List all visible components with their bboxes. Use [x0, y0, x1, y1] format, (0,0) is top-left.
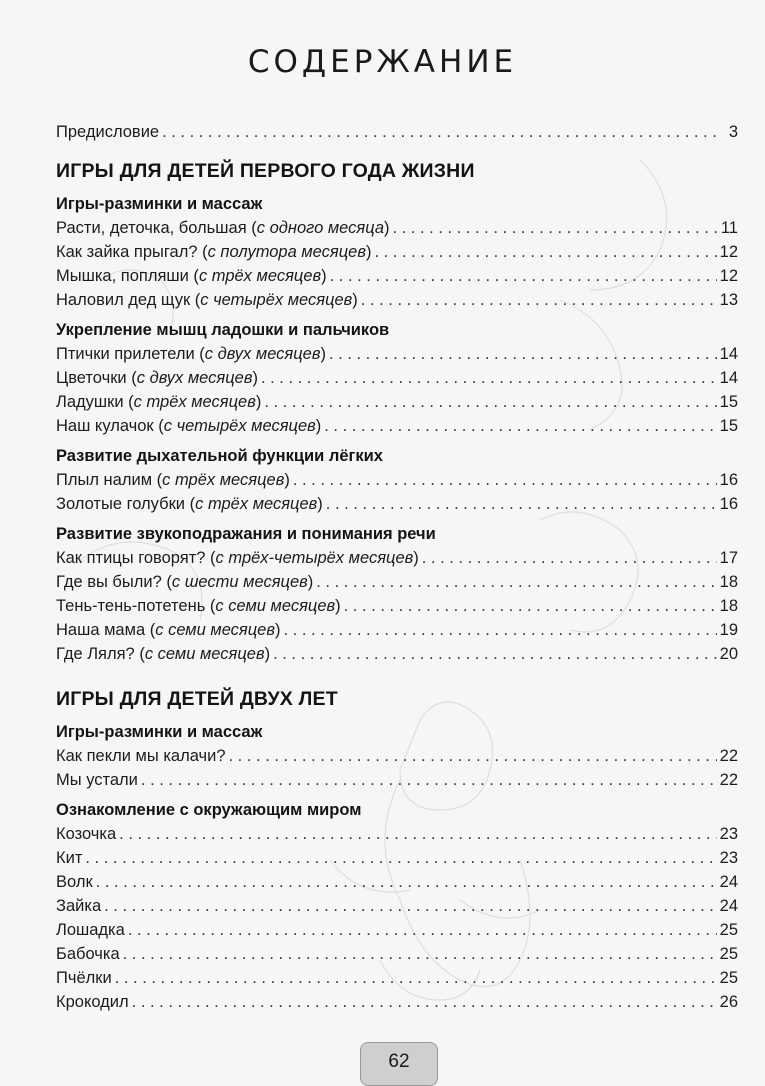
- toc-entry-title: Как пекли мы калачи?: [56, 747, 226, 765]
- toc-entry-title: Ладушки: [56, 393, 124, 411]
- subsection-heading: Игры-разминки и массаж: [56, 723, 263, 741]
- dot-leader: [132, 990, 717, 1014]
- toc-entry-page: 17: [719, 549, 738, 567]
- toc-entry-age: с семи месяцев: [144, 645, 265, 663]
- section-heading: ИГРЫ ДЛЯ ДЕТЕЙ ПЕРВОГО ГОДА ЖИЗНИ: [56, 160, 475, 182]
- toc-entry-page: 14: [719, 369, 738, 387]
- toc-entry[interactable]: Как птицы говорят? (с трёх-четырёх месяцев) . . . 17: [56, 546, 738, 570]
- toc-entry-title: Плыл налим: [56, 471, 153, 489]
- dot-leader: [344, 594, 717, 618]
- toc-entry-title: Кит: [56, 849, 83, 867]
- toc-entry-title: Как зайка прыгал?: [56, 243, 198, 261]
- toc-entry-page: 18: [719, 573, 738, 591]
- dot-leader: [393, 216, 718, 240]
- toc-entry-title: Как птицы говорят?: [56, 549, 206, 567]
- toc-entry-age: с двух месяцев: [136, 369, 253, 387]
- toc-entry-title: Расти, деточка, большая: [56, 219, 247, 237]
- dot-leader: [115, 966, 717, 990]
- subsection-heading: Укрепление мышц ладошки и пальчиков: [56, 321, 390, 339]
- toc-entry[interactable]: Золотые голубки (с трёх месяцев) . . . 16: [56, 492, 738, 516]
- toc-entry-preface[interactable]: [56, 120, 738, 144]
- toc-entry-title: Наловил дед щук: [56, 291, 191, 309]
- toc-entry-title: Зайка: [56, 897, 102, 915]
- toc-entry-page: 24: [719, 897, 738, 915]
- toc-entry-title: Птички прилетели: [56, 345, 195, 363]
- dot-leader: [361, 288, 717, 312]
- toc-entry[interactable]: Ладушки (с трёх месяцев) . . . 15: [56, 390, 738, 414]
- toc-entry[interactable]: Расти, деточка, большая (с одного месяца) . . . 11: [56, 216, 738, 240]
- toc-entry-page: 13: [719, 291, 738, 309]
- page-number: 62: [360, 1042, 438, 1086]
- toc-entry-page: 14: [719, 345, 738, 363]
- toc-entry-page: 11: [720, 219, 738, 237]
- toc-entry-title: Пчёлки: [56, 969, 112, 987]
- toc-entry[interactable]: [56, 744, 738, 768]
- toc-entry[interactable]: [56, 990, 738, 1014]
- toc-entry[interactable]: Плыл налим (с трёх месяцев) . . . 16: [56, 468, 738, 492]
- toc-entry[interactable]: Где вы были? (с шести месяцев) . . . 18: [56, 570, 738, 594]
- toc-entry-age: с семи месяцев: [155, 621, 275, 639]
- toc-entry-age: с двух месяцев: [204, 345, 321, 363]
- dot-leader: [104, 894, 717, 918]
- toc-entry[interactable]: Наловил дед щук (с четырёх месяцев) . . . 13: [56, 288, 738, 312]
- toc-entry[interactable]: [56, 894, 738, 918]
- dot-leader: [119, 822, 716, 846]
- toc-entry-title: Мышка, попляши: [56, 267, 189, 285]
- toc-entry[interactable]: [56, 822, 738, 846]
- toc-entry-page: 23: [719, 825, 738, 843]
- toc-entry-page: 18: [719, 597, 738, 615]
- dot-leader: [85, 846, 716, 870]
- dot-leader: [123, 942, 717, 966]
- toc-entry-age: с одного месяца: [256, 219, 384, 237]
- subsection-heading: Развитие звукоподражания и понимания речи: [56, 525, 436, 543]
- toc-entry-title: Мы устали: [56, 771, 138, 789]
- toc-entry-title: Бабочка: [56, 945, 120, 963]
- dot-leader: [422, 546, 717, 570]
- toc-entry[interactable]: Мышка, попляши (с трёх месяцев) . . . 12: [56, 264, 738, 288]
- toc-entry-page: 25: [719, 921, 738, 939]
- toc-entry-page: 25: [719, 945, 738, 963]
- dot-leader: [329, 342, 717, 366]
- subsection-heading: Игры-разминки и массаж: [56, 195, 263, 213]
- toc-entry[interactable]: [56, 942, 738, 966]
- toc-entry[interactable]: [56, 966, 738, 990]
- toc-entry-page: 15: [719, 393, 738, 411]
- toc-entry[interactable]: [56, 768, 738, 792]
- toc-entry-age: с трёх месяцев: [195, 495, 318, 513]
- toc-entry-page: 26: [719, 993, 738, 1011]
- dot-leader: [293, 468, 717, 492]
- dot-leader: [141, 768, 717, 792]
- toc-entry-title: Предисловие: [56, 123, 160, 141]
- page-title: СОДЕРЖАНИЕ: [247, 44, 518, 80]
- toc-entry[interactable]: Цветочки (с двух месяцев) . . . 14: [56, 366, 738, 390]
- toc-entry-page: 25: [719, 969, 738, 987]
- toc-entry[interactable]: [56, 918, 738, 942]
- dot-leader: [283, 618, 716, 642]
- toc-entry[interactable]: Где Ляля? (с семи месяцев) . . . 20: [56, 642, 738, 666]
- toc-entry-page: 16: [719, 471, 738, 489]
- toc-entry-page: 20: [719, 645, 738, 663]
- toc-entry-page: 22: [719, 771, 738, 789]
- toc-entry-age: с четырёх месяцев: [163, 417, 316, 435]
- toc-entry-title: Золотые голубки: [56, 495, 186, 513]
- toc-entry-title: Наш кулачок: [56, 417, 154, 435]
- dot-leader: [264, 390, 716, 414]
- toc-entry-age: с трёх месяцев: [162, 471, 285, 489]
- dot-leader: [374, 240, 716, 264]
- toc-entry-title: Лошадка: [56, 921, 125, 939]
- toc-entry-age: с трёх месяцев: [198, 267, 322, 285]
- toc-entry[interactable]: Наш кулачок (с четырёх месяцев) . . . 15: [56, 414, 738, 438]
- toc-entry-title: Тень-тень-потетень: [56, 597, 206, 615]
- toc-entry-age: с шести месяцев: [171, 573, 308, 591]
- dot-leader: [96, 870, 717, 894]
- toc-entry-page: 19: [719, 621, 738, 639]
- toc-entry-age: с трёх-четырёх месяцев: [215, 549, 414, 567]
- toc-entry-page: 12: [719, 243, 738, 261]
- dot-leader: [330, 264, 717, 288]
- toc-entry[interactable]: [56, 870, 738, 894]
- toc-entry-age: с семи месяцев: [215, 597, 336, 615]
- subsection-heading: Развитие дыхательной функции лёгких: [56, 447, 383, 465]
- toc-entry-title: Цветочки: [56, 369, 127, 387]
- toc-entry-title: Наша мама: [56, 621, 146, 639]
- subsection-heading: Ознакомление с окружающим миром: [56, 801, 362, 819]
- toc-entry[interactable]: Наша мама (с семи месяцев) . . . 19: [56, 618, 738, 642]
- toc-entry-page: 16: [719, 495, 738, 513]
- dot-leader: [273, 642, 717, 666]
- toc-entry-title: Козочка: [56, 825, 117, 843]
- dot-leader: [162, 120, 717, 144]
- toc-entry-title: Волк: [56, 873, 93, 891]
- toc-entry[interactable]: [56, 846, 738, 870]
- toc-entry-age: с четырёх месяцев: [200, 291, 353, 309]
- toc-entry-title: Крокодил: [56, 993, 129, 1011]
- dot-leader: [324, 414, 716, 438]
- toc-entry-page: 15: [719, 417, 738, 435]
- toc-entry-title: Где Ляля?: [56, 645, 135, 663]
- toc-entry-page: 22: [719, 747, 738, 765]
- dot-leader: [326, 492, 717, 516]
- toc-entry-page: 12: [719, 267, 738, 285]
- section-heading: ИГРЫ ДЛЯ ДЕТЕЙ ДВУХ ЛЕТ: [56, 688, 338, 710]
- toc-entry-page: 3: [728, 123, 738, 141]
- toc-entry[interactable]: Как зайка прыгал? (с полутора месяцев) . . . 12: [56, 240, 738, 264]
- dot-leader: [261, 366, 717, 390]
- dot-leader: [229, 744, 717, 768]
- toc-entry-age: с полутора месяцев: [207, 243, 366, 261]
- toc-entry-age: с трёх месяцев: [133, 393, 256, 411]
- toc-entry-page: 24: [719, 873, 738, 891]
- toc-entry[interactable]: Птички прилетели (с двух месяцев) . . . 14: [56, 342, 738, 366]
- table-of-contents: [56, 120, 738, 1014]
- toc-entry-page: 23: [719, 849, 738, 867]
- dot-leader: [128, 918, 717, 942]
- toc-entry[interactable]: Тень-тень-потетень (с семи месяцев) . . . 18: [56, 594, 738, 618]
- toc-entry-title: Где вы были?: [56, 573, 162, 591]
- dot-leader: [316, 570, 716, 594]
